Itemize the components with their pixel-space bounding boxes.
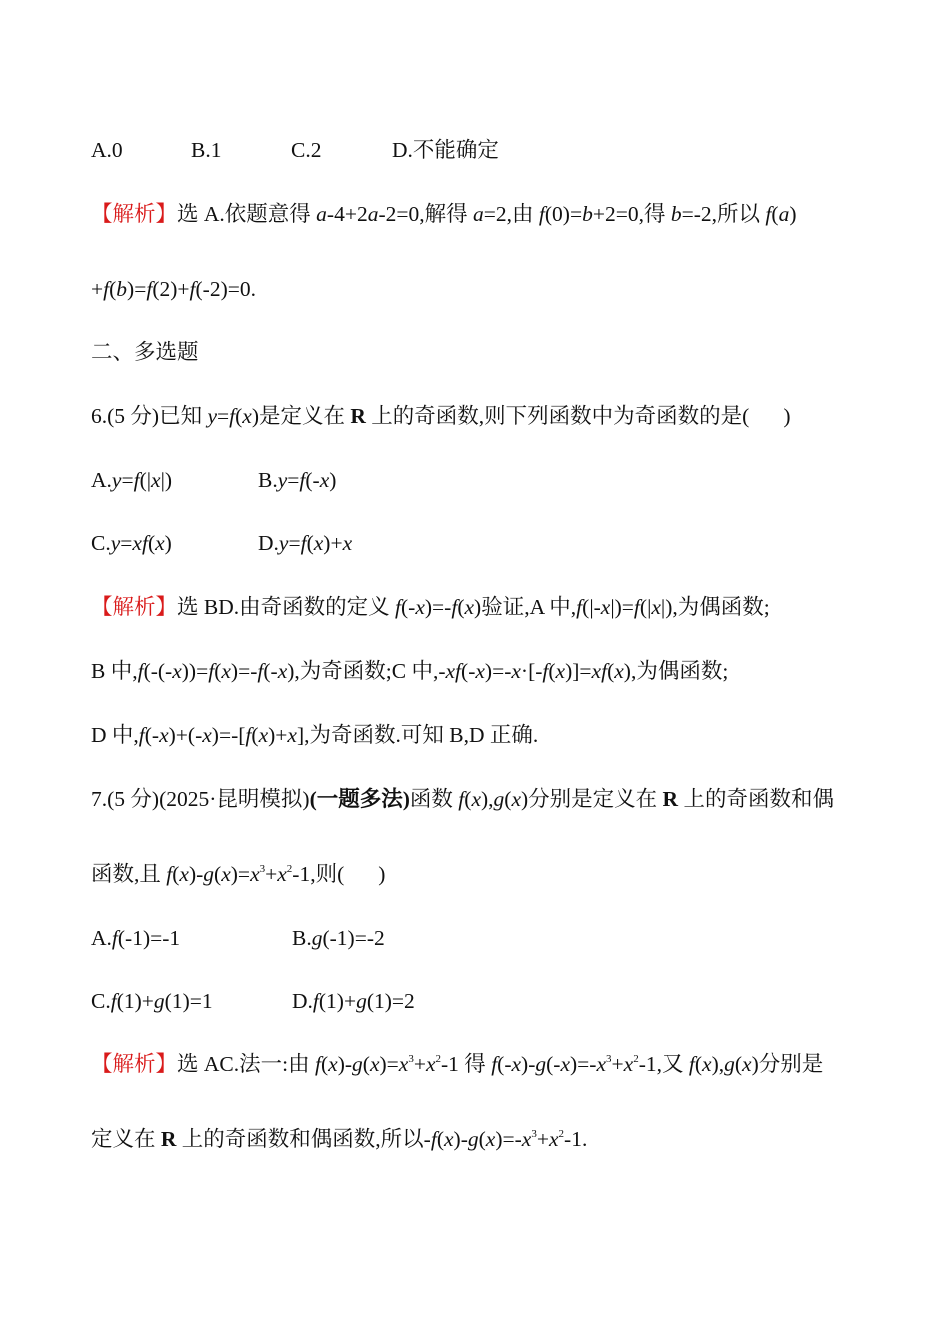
analysis-tag: 【解析】 — [91, 202, 178, 226]
q5-option-b: B.1 — [191, 138, 222, 162]
q6-option-c: C.y=xf(x) — [91, 531, 172, 555]
q7-option-a: A.f(-1)=-1 — [91, 926, 181, 950]
q7-stem-line2: 函数,且 $f(x)-g(x)=x^3+x^2-1$,则( ) — [91, 862, 386, 886]
q5-analysis-line2: +f(b)=f(2)+f(-2)=0. — [91, 277, 256, 301]
q6-analysis-line3: D 中,f(-x)+(-x)=-[f(x)+x],为奇函数.可知 B,D 正确. — [91, 723, 539, 747]
q7-option-c: C.f(1)+g(1)=1 — [91, 989, 213, 1013]
q6-analysis-line1: 【解析】选 BD.由奇函数的定义 f(-x)=-f(x)验证,A 中,f(|-x|)=f(|x|),为偶函数; — [91, 595, 770, 619]
q7-analysis-line2: 定义在 R 上的奇函数和偶函数,所以$-f(x)-g(x)=-x^3+x^2-1$. — [91, 1127, 588, 1151]
q7-analysis-line1: 【解析】选 AC.法一:由 $f(x)-g(x)=x^3+x^2-1$ 得 $f(-x)-g(-x)=-x^3+x^2-1$,又 f(x),g(x)分别是 — [91, 1052, 824, 1076]
section-title: 二、多选题 — [91, 340, 199, 364]
analysis-tag: 【解析】 — [91, 595, 178, 619]
q5-analysis-text1: 选 A.依题意得 a-4+2a-2=0,解得 a=2,由 f(0)=b+2=0,得 b=-2,所以 f(a) — [177, 202, 797, 226]
q5-option-c: C.2 — [291, 138, 322, 162]
q7-stem-line1: 7.(5 分)(2025·昆明模拟)(一题多法)函数 f(x),g(x)分别是定义在 R 上的奇函数和偶 — [91, 787, 834, 811]
q5-option-d: D.不能确定 — [392, 138, 499, 162]
q6-analysis-line2: B 中,f(-(-x))=f(x)=-f(-x),为奇函数;C 中,-xf(-x)=-x·[-f(x)]=xf(x),为偶函数; — [91, 659, 729, 683]
analysis-tag: 【解析】 — [91, 1052, 178, 1076]
q6-stem: 6.(5 分)已知 y=f(x)是定义在 R 上的奇函数,则下列函数中为奇函数的是( ) — [91, 404, 791, 428]
q5-analysis-line1 — [91, 204, 796, 226]
q7-option-d: D.f(1)+g(1)=2 — [292, 989, 415, 1013]
q6-option-a: A.y=f(|x|) — [91, 468, 173, 492]
q5-option-a: A.0 — [91, 138, 123, 162]
q7-option-b: B.g(-1)=-2 — [292, 926, 385, 950]
q6-option-b: B.y=f(-x) — [258, 468, 337, 492]
q6-option-d: D.y=f(x)+x — [258, 531, 353, 555]
